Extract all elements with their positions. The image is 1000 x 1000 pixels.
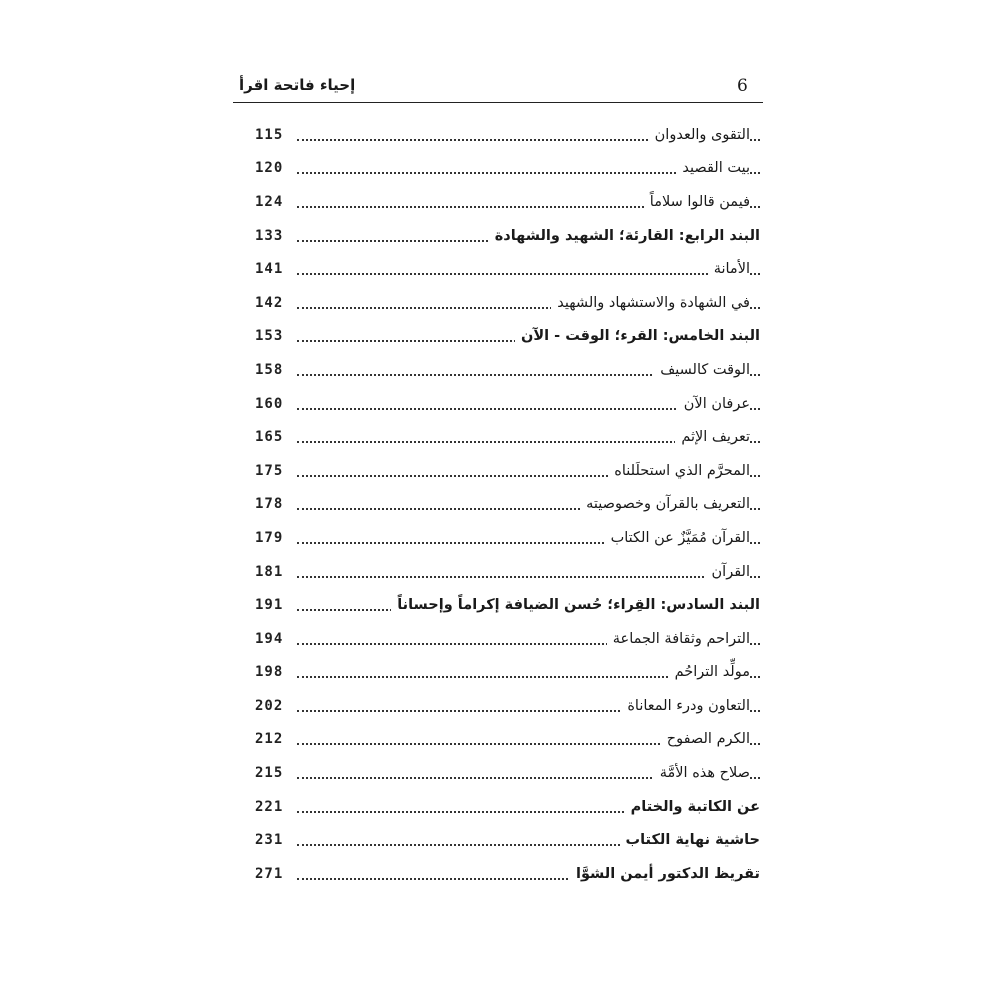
toc-page-number: 212 (255, 731, 284, 748)
toc-page-number: 133 (255, 227, 284, 244)
toc-entry (255, 622, 760, 656)
dot-leader (297, 273, 760, 275)
toc-entry (255, 790, 760, 824)
toc-page-number: 215 (255, 765, 284, 782)
toc-title: التعاون ودرء المعاناة (621, 698, 750, 714)
toc-title: حاشية نهاية الكتاب (620, 832, 760, 848)
toc-title: التقوى والعدوان (649, 127, 750, 143)
toc-entry (255, 689, 760, 723)
toc-title: فيمن قالوا سلاماً (644, 194, 750, 210)
toc-title: بيت القصيد (676, 160, 750, 176)
toc-page-number: 191 (255, 597, 284, 614)
toc-entry (255, 420, 760, 454)
toc-title: البند الخامس: القرء؛ الوقت - الآن (515, 328, 760, 344)
toc-title: الأمانة (708, 261, 750, 277)
toc-title: تقريظ الدكتور أيمن الشوَّا (570, 866, 760, 882)
toc-page-number: 115 (255, 126, 284, 143)
toc-title: عن الكاتبة والختام (625, 799, 760, 815)
toc-entry (255, 185, 760, 219)
toc-title: المحرَّم الذي استحلَلناه (608, 463, 750, 479)
toc-page-number: 153 (255, 328, 284, 345)
table-of-contents (255, 118, 760, 891)
toc-entry (255, 152, 760, 186)
toc-entry (255, 387, 760, 421)
toc-page-number: 179 (255, 529, 284, 546)
toc-page-number: 142 (255, 294, 284, 311)
toc-page-number: 202 (255, 697, 284, 714)
toc-page-number: 181 (255, 563, 284, 580)
toc-title: التعريف بالقرآن وخصوصيته (580, 496, 750, 512)
running-head (233, 70, 763, 103)
toc-title: في الشهادة والاستشهاد والشهيد (551, 295, 750, 311)
toc-page-number: 175 (255, 462, 284, 479)
toc-title: البند السادس: القِراء؛ حُسن الضيافة إكراماً وإحساناً (391, 597, 760, 613)
toc-entry (255, 454, 760, 488)
toc-entry (255, 118, 760, 152)
toc-entry (255, 756, 760, 790)
toc-page-number: 198 (255, 664, 284, 681)
toc-entry (255, 219, 760, 253)
book-title: إحياء فاتحة اقرأ (239, 76, 356, 94)
toc-entry (255, 588, 760, 622)
dot-leader (297, 576, 760, 578)
toc-page-number: 120 (255, 160, 284, 177)
toc-entry (255, 656, 760, 690)
toc-entry (255, 723, 760, 757)
toc-entry (255, 857, 760, 891)
toc-entry (255, 286, 760, 320)
toc-page-number: 231 (255, 832, 284, 849)
toc-title: مولِّد التراحُم (669, 664, 750, 680)
toc-title: الكرم الصفوح (661, 731, 750, 747)
toc-title: القرآن مُمَيَّزٌ عن الكتاب (605, 530, 750, 546)
toc-entry (255, 252, 760, 286)
toc-entry (255, 320, 760, 354)
page-number: 6 (737, 76, 748, 96)
toc-page-number: 221 (255, 798, 284, 815)
toc-title: عرفان الآن (678, 396, 750, 412)
toc-title: الوقت كالسيف (654, 362, 750, 378)
toc-title: تعريف الإثم (675, 429, 750, 445)
toc-page-number: 194 (255, 630, 284, 647)
toc-entry (255, 521, 760, 555)
toc-title: القرآن (706, 564, 750, 580)
toc-title: صلاح هذه الأمَّة (654, 765, 750, 781)
toc-title: التراحم وثقافة الجماعة (607, 631, 750, 647)
toc-page-number: 178 (255, 496, 284, 513)
toc-page-number: 141 (255, 261, 284, 278)
toc-title: البند الرابع: القارئة؛ الشهيد والشهادة (489, 228, 760, 244)
toc-entry (255, 555, 760, 589)
toc-entry (255, 823, 760, 857)
toc-page-number: 165 (255, 429, 284, 446)
toc-page-number: 124 (255, 193, 284, 210)
toc-entry (255, 488, 760, 522)
toc-page-number: 160 (255, 395, 284, 412)
toc-page-number: 271 (255, 865, 284, 882)
toc-entry (255, 353, 760, 387)
toc-page-number: 158 (255, 361, 284, 378)
